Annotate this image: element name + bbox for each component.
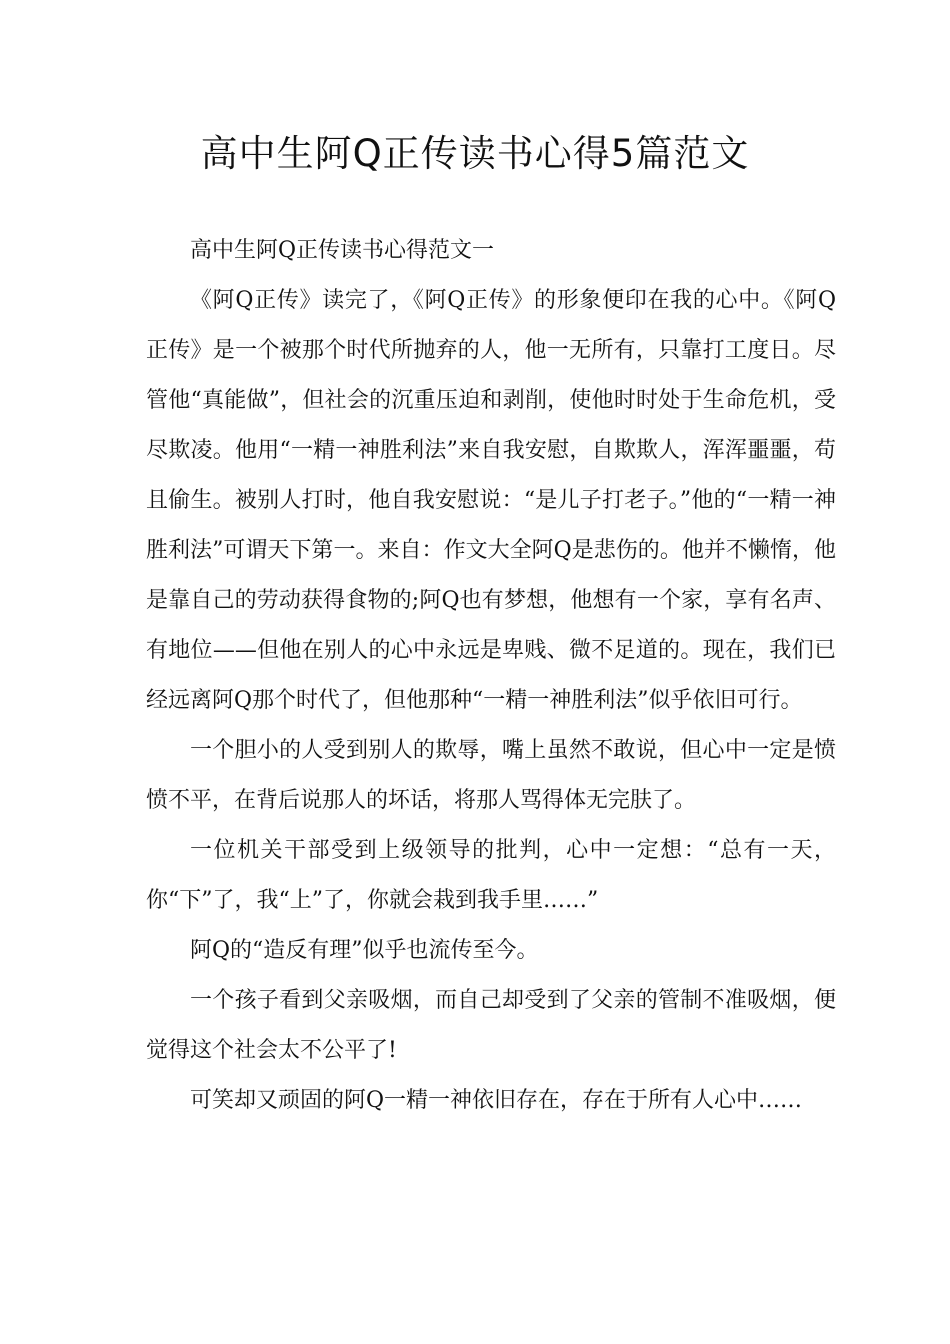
paragraph: 一位机关干部受到上级领导的批判，心中一定想：“总有一天，你“下”了，我“上”了，你就会栽到我手里……”: [146, 838, 836, 913]
paragraph: 《阿Q正传》读完了，《阿Q正传》的形象便印在我的心中。《阿Q正传》是一个被那个时代所抛弃的人，他一无所有，只靠打工度日。尽管他“真能做”，但社会的沉重压迫和剥削，使他时时处于生命危机，受尽欺凌。他用“一精一神胜利法”来自我安慰，自欺欺人，浑浑噩噩，苟且偷生。被别人打时，他自我安慰说：“是儿子打老子。”他的“一精一神胜利法”可谓天下第一。来自：作文大全阿Q是悲伤的。他并不懒惰，他是靠自己的劳动获得食物的;阿Q也有梦想，他想有一个家，享有名声、有地位——但他在别人的心中永远是卑贱、微不足道的。现在，我们已经远离阿Q那个时代了，但他那种“一精一神胜利法”似乎依旧可行。: [146, 288, 836, 713]
paragraph: 阿Q的“造反有理”似乎也流传至今。: [190, 938, 539, 963]
section-heading: 高中生阿Q正传读书心得范文一: [190, 238, 495, 263]
document-body: [146, 226, 836, 1126]
paragraph: 一个孩子看到父亲吸烟，而自己却受到了父亲的管制不准吸烟，便觉得这个社会太不公平了!: [146, 988, 836, 1063]
document-title: 高中生阿Q正传读书心得5篇范文: [200, 132, 750, 175]
paragraph: 一个胆小的人受到别人的欺辱，嘴上虽然不敢说，但心中一定是愤愤不平，在背后说那人的坏话，将那人骂得体无完肤了。: [146, 738, 836, 813]
paragraph: 可笑却又顽固的阿Q一精一神依旧存在，存在于所有人心中……: [190, 1088, 803, 1113]
